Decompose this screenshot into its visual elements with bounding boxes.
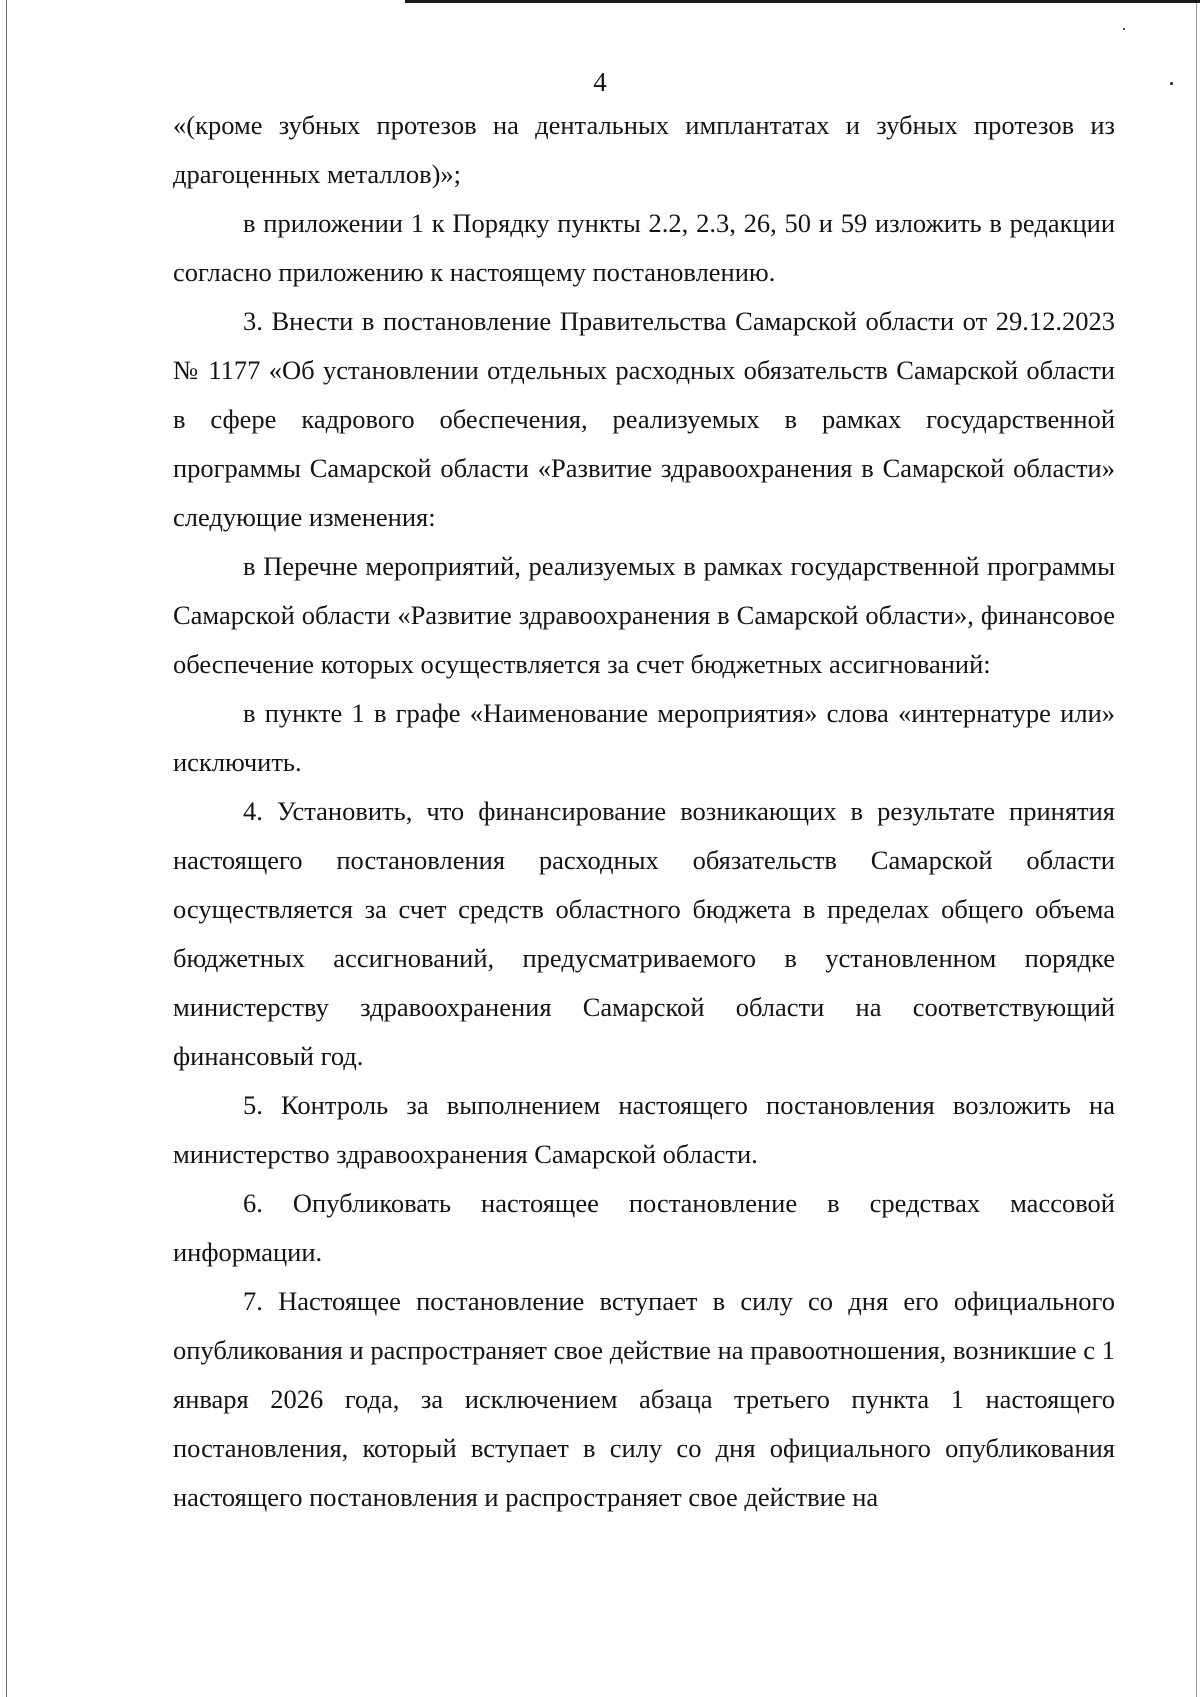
paragraph-continuation: «(кроме зубных протезов на дентальных имплантатах и зубных протезов из драгоценных металлов)»; <box>173 110 1115 189</box>
scan-speck <box>1123 28 1125 30</box>
paragraph-item-1-amendment: в пункте 1 в графе «Наименование мероприятия» слова «интернатуре или» исключить. <box>173 698 1115 777</box>
scan-right-border <box>1196 0 1197 1697</box>
scan-top-border <box>405 0 1200 3</box>
document-body <box>173 101 1115 1522</box>
page-number: 4 <box>593 67 607 97</box>
scan-left-border <box>6 0 7 1697</box>
paragraph-item-6: 6. Опубликовать настоящее постановление в средствах массовой информации. <box>173 1188 1115 1267</box>
paragraph-item-5: 5. Контроль за выполнением настоящего постановления возложить на министерство здравоохранения Самарской области. <box>173 1090 1115 1169</box>
paragraph-item-7: 7. Настоящее постановление вступает в силу со дня его официального опубликования и распространяет свое действие на правоотношения, возникшие с 1 января 2026 года, за исключением абзаца третьего пункта 1 настоящего постановления, который вступает в силу со дня официального опубликования настоящего постановления и распространяет свое действие на <box>173 1286 1115 1512</box>
paragraph-item-3: 3. Внести в постановление Правительства Самарской области от 29.12.2023 № 1177 «Об установлении отдельных расходных обязательств Самарской области в сфере кадрового обеспечения, реализуемых в рамках государственной программы Самарской области «Развитие здравоохранения в Самарской области» следующие изменения: <box>173 306 1115 532</box>
paragraph-appendix-amendment: в приложении 1 к Порядку пункты 2.2, 2.3, 26, 50 и 59 изложить в редакции согласно приложению к настоящему постановлению. <box>173 208 1115 287</box>
paragraph-item-4: 4. Установить, что финансирование возникающих в результате принятия настоящего постановления расходных обязательств Самарской области осуществляется за счет средств областного бюджета в пределах общего объема бюджетных ассигнований, предусматриваемого в установленном порядке министерству здравоохранения Самарской области на соответствующий финансовый год. <box>173 796 1115 1071</box>
paragraph-list-of-measures: в Перечне мероприятий, реализуемых в рамках государственной программы Самарской области «Развитие здравоохранения в Самарской области», финансовое обеспечение которых осуществляется за счет бюджетных ассигнований: <box>173 551 1115 679</box>
